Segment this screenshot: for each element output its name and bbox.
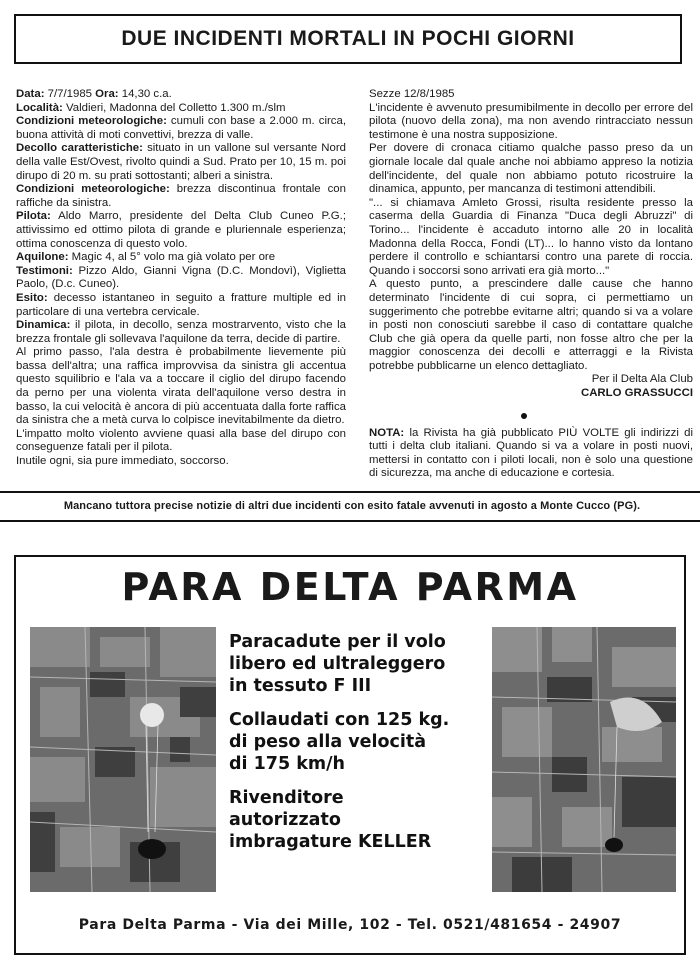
label-ora: Ora: [95, 88, 119, 100]
report-weather [16, 115, 346, 142]
value-localita: Valdieri, Madonna del Colletto 1.300 m./slm [62, 101, 286, 114]
letter-paragraph-4: A questo punto, a prescindere dalle cause che hanno determinato l'incidente di cui sopra, ci permettiamo un suggerimento che potrebbe evitarne altri; quando si va a volare in posti non conosciuti sarebbe il caso di contattare qualche Club che già opera da quelle parti, non fosse altro che per la maggior conoscenza dei decolli e atterraggi e la Rivista potrebbe pubblicarne un elenco dettagliato. [369, 278, 693, 372]
bullet-dot [521, 413, 527, 419]
label-dinamica: Dinamica: [16, 319, 71, 332]
letter-date: Sezze 12/8/1985 [369, 88, 455, 100]
value-ora: 14,30 c.a. [118, 88, 172, 100]
aerial-photo-parachute-right [492, 627, 676, 892]
letter-quote: "... si chiamava Amleto Grossi, risulta residente presso la caserma della Guardia di Finanza "Duca degli Abruzzi" di Torino... l'incidente è accaduto intorno alle 20 in località Madonna della Rocca, Fondi (LT)... lo hanno visto da lontano perdere il controllo e schiantarsi contro una parete di roccia. Quando i soccorsi sono arrivati era già morto..." [369, 196, 693, 277]
editor-note [369, 427, 693, 481]
label-localita: Località: [16, 101, 63, 114]
label-meteo: Condizioni meteorologiche: [16, 115, 167, 128]
article-title-box [14, 14, 682, 64]
right-column [369, 88, 693, 481]
report-pilot [16, 210, 346, 251]
report-takeoff [16, 142, 346, 183]
ad-title: PARA DELTA PARMA [121, 565, 579, 609]
note-label: NOTA: [369, 426, 405, 439]
left-column [16, 88, 346, 469]
report-dynamics [16, 319, 346, 346]
report-witnesses [16, 265, 346, 292]
report-location [16, 102, 346, 116]
label-decollo: Decollo caratteristiche: [16, 142, 143, 155]
ad-text-2: Collaudati con 125 kg. di peso alla velocità di 175 km/h [229, 710, 450, 774]
report-glider [16, 251, 346, 265]
value-testimoni: Pizzo Aldo, Gianni Vigna (D.C. Mondovì), Viglietta Paolo, (D.c. Cuneo). [16, 264, 346, 291]
value-esito: decesso istantaneo in seguito a fratture multiple ed in particolare di una vertebra cervicale. [16, 291, 346, 318]
value-data: 7/7/1985 [44, 88, 96, 100]
letter-paragraph-1: L'incidente è avvenuto presumibilmente in decollo per errore del pilota (nuovo della zona), ma non avendo rintracciato nessun testimone è una nostra supposizione. [369, 101, 693, 141]
report-date-line [16, 88, 346, 102]
report-paragraph-1: Al primo passo, l'ala destra è probabilmente lievemente più bassa dell'altra; una raffica improvvisa da sinistra gli accentua questo squilibrio e l'ala va a toccare il ciglio del dirupo facendo da perno per una violenta virata dell'aquilone verso destra in basso, la cui velocità è ancora di più accentuata dalla forte raffica da sinistra che a metà curva lo colpisce inevitabilmente da dietro. [16, 346, 346, 427]
aerial-photo-parachute-left [30, 627, 216, 892]
label-meteo-2: Condizioni meteorologiche: [16, 183, 170, 196]
value-decollo: situato in un vallone sul versante Nord della valle Est/Ovest, rivolto quindi a Sud. Prato per 10, 15 m. poi dirupo di 20 m. su prati sottostanti; alberi a sinistra. [16, 142, 346, 182]
value-pilota: Aldo Marro, presidente del Delta Club Cuneo P.G.; attivissimo ed ottimo pilota di grande e pluriennale esperienza; ottima conoscenza di questo volo. [16, 210, 346, 250]
value-meteo-2: brezza discontinua frontale con raffiche da sinistra. [16, 183, 346, 209]
signature-line: Per il Delta Ala Club [591, 373, 693, 386]
divider-top [0, 491, 700, 493]
note-text: la Rivista ha già pubblicato PIÙ VOLTE gli indirizzi di tutti i delta club italiani. Quando si va a volare in posti nuovi, mettersi in contatto con i piloti locali, non è solo una questione di sicurezza, ma anche di educazione e cortesia. [369, 426, 693, 480]
report-paragraph-2: L'impatto molto violento avviene quasi alla base del dirupo con conseguenze fatali per il pilota. [16, 427, 346, 454]
label-aquilone: Aquilone: [16, 251, 69, 264]
ad-footer-contact: Para Delta Parma - Via dei Mille, 102 - Tel. 0521/481654 - 24907 [78, 917, 622, 933]
report-outcome [16, 292, 346, 319]
ad-copy [229, 631, 489, 865]
value-meteo: cumuli con base a 2.000 m. circa, buona attività di moti convettivi, brezza di valle. [16, 115, 346, 141]
report-paragraph-3: Inutile ogni, sia pure immediato, soccorso. [16, 455, 229, 468]
label-data: Data: [16, 88, 45, 100]
label-testimoni: Testimoni: [16, 264, 73, 277]
advertisement [14, 555, 686, 955]
article-title: DUE INCIDENTI MORTALI IN POCHI GIORNI [121, 27, 575, 50]
report-weather-2 [16, 183, 346, 210]
signature-name: CARLO GRASSUCCI [580, 387, 693, 400]
ad-text-3: Rivenditore autorizzato imbragature KELLER [229, 788, 432, 852]
ad-text-1: Paracadute per il volo libero ed ultraleggero in tessuto F III [229, 632, 446, 696]
notice-line: Mancano tuttora precise notizie di altri due incidenti con esito fatale avvenuti in agosto a Monte Cucco (PG). [63, 500, 641, 512]
divider-bottom [0, 520, 700, 522]
value-aquilone: Magic 4, al 5° volo ma già volato per ore [68, 251, 276, 264]
label-esito: Esito: [16, 291, 48, 304]
letter-paragraph-2: Per dovere di cronaca citiamo qualche passo preso da un giornale locale dal quale anche noi abbiamo appreso la notizia dell'incidente, del quale non abbiamo potuto ricostruire la dinamica, appunto, per mancanza di testimoni attendibili. [369, 142, 693, 196]
label-pilota: Pilota: [16, 210, 51, 223]
value-dinamica: il pilota, in decollo, senza mostrarvento, visto che la brezza frontale gli sollevava l'aquilone da terra, decide di partire. [16, 319, 346, 345]
